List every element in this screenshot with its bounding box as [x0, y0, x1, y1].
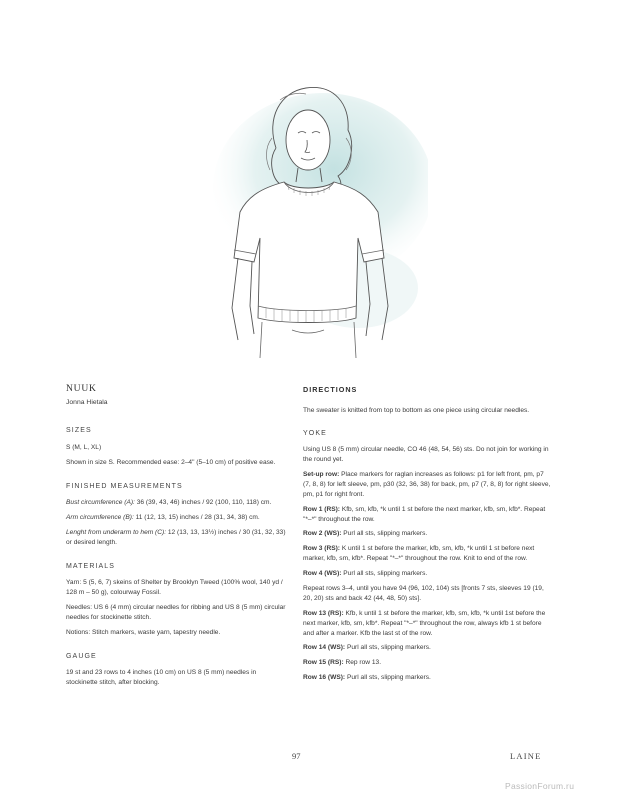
watermark: PassionForum.ru: [505, 781, 575, 791]
left-column: [66, 382, 288, 688]
sizes-list: S (M, L, XL): [66, 443, 102, 451]
pattern-title: NUUK: [66, 384, 97, 394]
materials-notions: Notions: Stitch markers, waste yarn, tapestry needle.: [66, 628, 221, 636]
sizes-heading: SIZES: [66, 427, 92, 435]
length-measurement: Lenght from underarm to hem (C): 12 (13, 13, 13½) inches / 30 (31, 32, 33) or desired length.: [66, 529, 286, 546]
gauge-text: 19 st and 23 rows to 4 inches (10 cm) on US 8 (5 mm) needles in stockinette stitch, after blocking.: [66, 669, 257, 687]
row-3: Row 3 (RS): K until 1 st before the marker, kfb, sm, kfb, *k until 1 st before next marker, kfb, sm, kfb*. Repeat "*–*" throughout the row. Knit to end of the row.: [303, 545, 535, 563]
row-2: Row 2 (WS): Purl all sts, slipping markers.: [303, 530, 428, 538]
arm-measurement: Arm circumference (B): 11 (12, 13, 15) inches / 28 (31, 34, 38) cm.: [66, 514, 260, 522]
bust-measurement: Bust circumference (A): 36 (39, 43, 46) inches / 92 (100, 110, 118) cm.: [66, 499, 272, 507]
directions-heading: DIRECTIONS: [303, 385, 358, 394]
repeat-rows: Repeat rows 3–4, until you have 94 (96, 102, 104) sts [fronts 7 sts, sleeves 19 (19, 20, 20) sts and back 42 (44, 48, 50) sts].: [303, 584, 544, 602]
pattern-author: Jonna Hietala: [66, 399, 108, 407]
page-number: 97: [292, 751, 301, 761]
face: [286, 110, 330, 170]
row-14: Row 14 (WS): Purl all sts, slipping markers.: [303, 644, 431, 652]
row-1: Row 1 (RS): Kfb, sm, kfb, *k until 1 st before the next marker, kfb, sm, kfb*. Repeat "*–*" throughout the row.: [303, 505, 546, 523]
yoke-cast-on: Using US 8 (5 mm) circular needle, CO 46 (48, 54, 56) sts. Do not join for working in the round yet.: [303, 446, 549, 464]
row-13: Row 13 (RS): Kfb, k until 1 st before the marker, kfb, sm, kfb, *k until 1st before the next marker, kfb, sm, kfb*. Repeat "*–*" throughout the row, always kfb 1 st before and after a marker. Kfb the last st of the row.: [303, 609, 546, 637]
sizes-note: Shown in size S. Recommended ease: 2–4" (5–10 cm) of positive ease.: [66, 458, 276, 466]
finished-heading: FINISHED MEASUREMENTS: [66, 482, 183, 490]
row-4: Row 4 (WS): Purl all sts, slipping markers.: [303, 570, 428, 578]
gauge-heading: GAUGE: [66, 652, 97, 660]
materials-heading: MATERIALS: [66, 562, 116, 570]
row-16: Row 16 (WS): Purl all sts, slipping markers.: [303, 674, 431, 682]
right-column: [303, 382, 553, 683]
setup-row: Set-up row: Place markers for raglan increases as follows: p1 for left front, pm, p7 (7, 8, 8) for left sleeve, pm, p30 (32, 36, 38) for back, pm, p7 (7, 8, 8) for right sleeve, pm, p1 for right front.: [303, 470, 551, 498]
yoke-heading: YOKE: [303, 429, 327, 437]
magazine-name: LAINE: [510, 751, 542, 761]
trousers: [260, 322, 356, 358]
row-15: Row 15 (RS): Rep row 13.: [303, 659, 382, 667]
materials-yarn: Yarn: 5 (5, 6, 7) skeins of Shelter by Brooklyn Tweed (100% wool, 140 yd / 128 m – 50 g), colourway Fossil.: [66, 579, 283, 597]
sweater-illustration: [188, 78, 428, 368]
directions-intro: The sweater is knitted from top to bottom as one piece using circular needles.: [303, 406, 530, 414]
materials-needles: Needles: US 6 (4 mm) circular needles for ribbing and US 8 (5 mm) circular needles for stockinette stitch.: [66, 604, 286, 621]
